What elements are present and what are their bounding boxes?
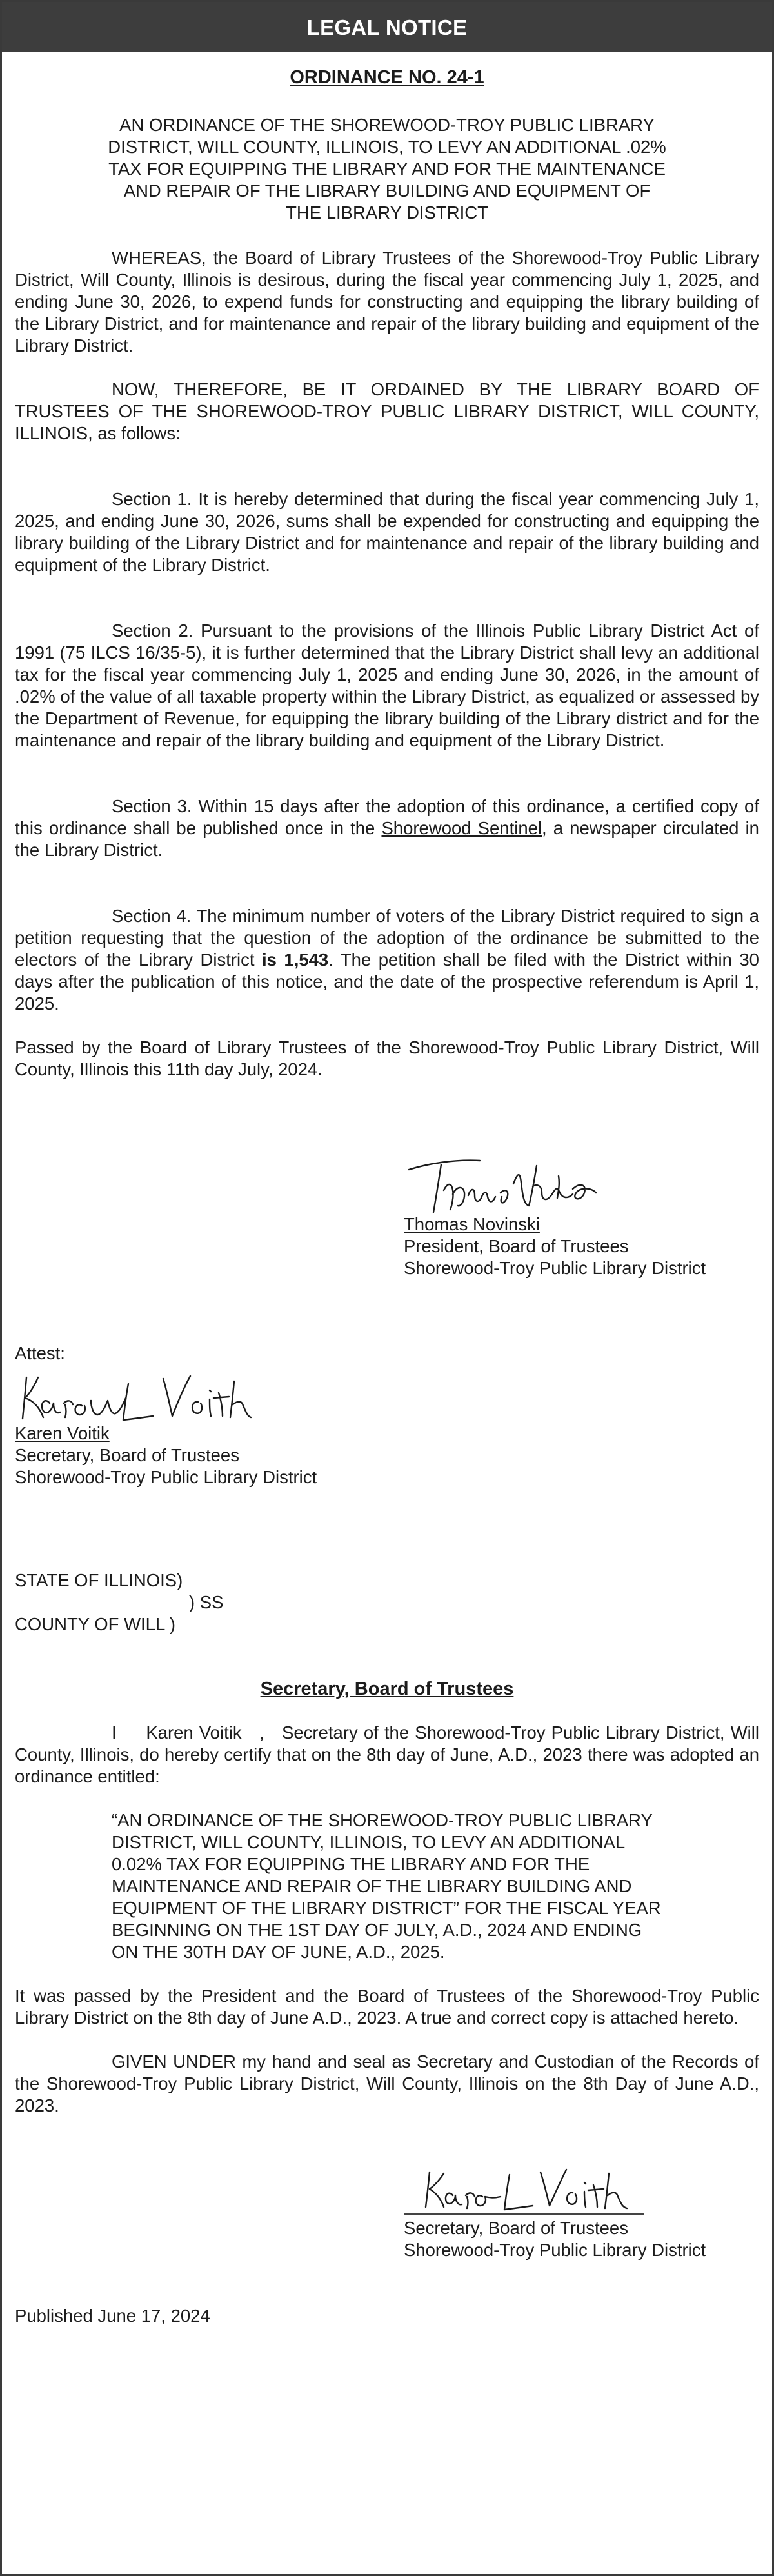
- secretary-signature-block: [404, 2159, 759, 2261]
- whereas-paragraph: WHEREAS, the Board of Library Trustees of the Shorewood-Troy Public Library District, Will County, Illinois is desirous, during the fiscal year commencing July 1, 2025, and ending June 30, 2026, to expend funds for constructing and equipping the library building of the Library District, and for maintenance and repair of the library building and equipment of the Library District.: [15, 248, 759, 355]
- certification-paragraph-1: I Karen Voitik , Secretary of the Shorewood-Troy Public Library District, Will County, Illinois, do hereby certify that on the 8th day of June, A.D., 2023 there was adopted an ordinance entitled:: [15, 1722, 764, 1786]
- voter-count: is 1,543: [261, 950, 329, 970]
- venue-state: STATE OF ILLINOIS): [15, 1570, 183, 1590]
- section-4-text-end: . The petition shall be filed with the District within 30 days after the publication of this notice, and the date of the prospective referendum is April 1, 2025.: [15, 950, 759, 1013]
- certification-quote: “AN ORDINANCE OF THE SHOREWOOD-TROY PUBLIC LIBRARY DISTRICT, WILL COUNTY, ILLINOIS, TO LEVY AN ADDITIONAL 0.02% TAX FOR EQUIPPING THE LIBRARY AND FOR THE MAINTENANCE AND REPAIR OF THE LIBRARY BUILDING AND EQUIPMENT OF THE LIBRARY DISTRICT” FOR THE FISCAL YEAR BEGINNING ON THE 1ST DAY OF JULY, A.D., 2024 AND ENDING ON THE 30TH DAY OF JUNE, A.D., 2025.: [112, 1810, 661, 1962]
- secretary-title: Secretary, Board of Trustees: [404, 2218, 628, 2238]
- venue-county: COUNTY OF WILL ): [15, 1614, 176, 1634]
- attest-signature-icon: [15, 1364, 273, 1423]
- legal-notice-banner: LEGAL NOTICE: [2, 2, 772, 52]
- now-therefore-paragraph: NOW, THEREFORE, BE IT ORDAINED BY THE LIBRARY BOARD OF TRUSTEES OF THE SHOREWOOD-TROY PUBLIC LIBRARY DISTRICT, WILL COUNTY, ILLINOIS, as follows:: [15, 379, 759, 443]
- secretary-signature-icon: [404, 2159, 662, 2211]
- section-3-text-start: Section 3. Within 15 days after the adoption of this ordinance, a certified copy of this ordinance shall be published once in the: [15, 796, 759, 838]
- section-3-text-end: , a newspaper circulated in the Library District.: [15, 818, 759, 860]
- attest-signature-block: [15, 1364, 759, 1488]
- section-1-paragraph: Section 1. It is hereby determined that during the fiscal year commencing July 1, 2025, and ending June 30, 2026, sums shall be expended for constructing and equipping the library building of the Library District and for maintenance and repair of the library building and equipment of the Library District.: [15, 489, 759, 575]
- president-signature-icon: [404, 1145, 597, 1216]
- published-date: Published June 17, 2024: [15, 2306, 210, 2326]
- attest-title: Secretary, Board of Trustees: [15, 1445, 239, 1465]
- president-title: President, Board of Trustees: [404, 1236, 629, 1256]
- section-2-paragraph: Section 2. Pursuant to the provisions of the Illinois Public Library District Act of 1991 (75 ILCS 16/35-5), it is further determined that the Library District shall levy an additional tax for the fiscal year commencing July 1, 2025 and ending June 30, 2026, in the amount of .02% of the value of all taxable property within the Library District, as equalized or assessed by the Department of Revenue, for equipping the library building of the Library district and for the maintenance and repair of the library building and equipment of the Library District.: [15, 621, 759, 750]
- venue-block: [15, 1570, 759, 1635]
- attest-name: Karen Voitik: [15, 1423, 110, 1443]
- venue-ss: ) SS: [189, 1592, 224, 1612]
- president-org: Shorewood-Troy Public Library District: [404, 1258, 706, 1278]
- section-4-paragraph: [15, 905, 759, 1015]
- section-4-text-start: Section 4. The minimum number of voters of the Library District required to sign a petition requesting that the question of the adoption of the ordinance be submitted to the electors of the Library District: [15, 906, 759, 970]
- attest-org: Shorewood-Troy Public Library District: [15, 1467, 317, 1487]
- certification-paragraph-3: GIVEN UNDER my hand and seal as Secretary and Custodian of the Records of the Shorewood-Troy Public Library District, Will County, Illinois on the 8th Day of June A.D., 2023.: [15, 2052, 759, 2115]
- notice-content: [2, 66, 772, 2327]
- certification-paragraph-2: It was passed by the President and the Board of Trustees of the Shorewood-Troy Public Library District on the 8th day of June A.D., 2023. A true and correct copy is attached hereto.: [15, 1986, 759, 2028]
- secretary-signature-line: [404, 2213, 644, 2215]
- president-name: Thomas Novinski: [404, 1214, 540, 1234]
- secretary-org: Shorewood-Troy Public Library District: [404, 2240, 706, 2260]
- ordinance-number: ORDINANCE NO. 24-1: [290, 67, 484, 88]
- ordinance-caption: AN ORDINANCE OF THE SHOREWOOD-TROY PUBLIC LIBRARY DISTRICT, WILL COUNTY, ILLINOIS, TO LEVY AN ADDITIONAL .02% TAX FOR EQUIPPING THE LIBRARY AND FOR THE MAINTENANCE AND REPAIR OF THE LIBRARY BUILDING AND EQUIPMENT OF THE LIBRARY DISTRICT: [108, 115, 666, 223]
- passed-paragraph: Passed by the Board of Library Trustees of the Shorewood-Troy Public Library District, Will County, Illinois this 11th day July, 2024.: [15, 1037, 759, 1079]
- attest-label: Attest:: [15, 1343, 65, 1363]
- president-signature-block: [404, 1145, 759, 1279]
- certification-title: Secretary, Board of Trustees: [260, 1679, 514, 1699]
- section-3-paragraph: [15, 795, 759, 861]
- newspaper-name: Shorewood Sentinel: [381, 818, 542, 838]
